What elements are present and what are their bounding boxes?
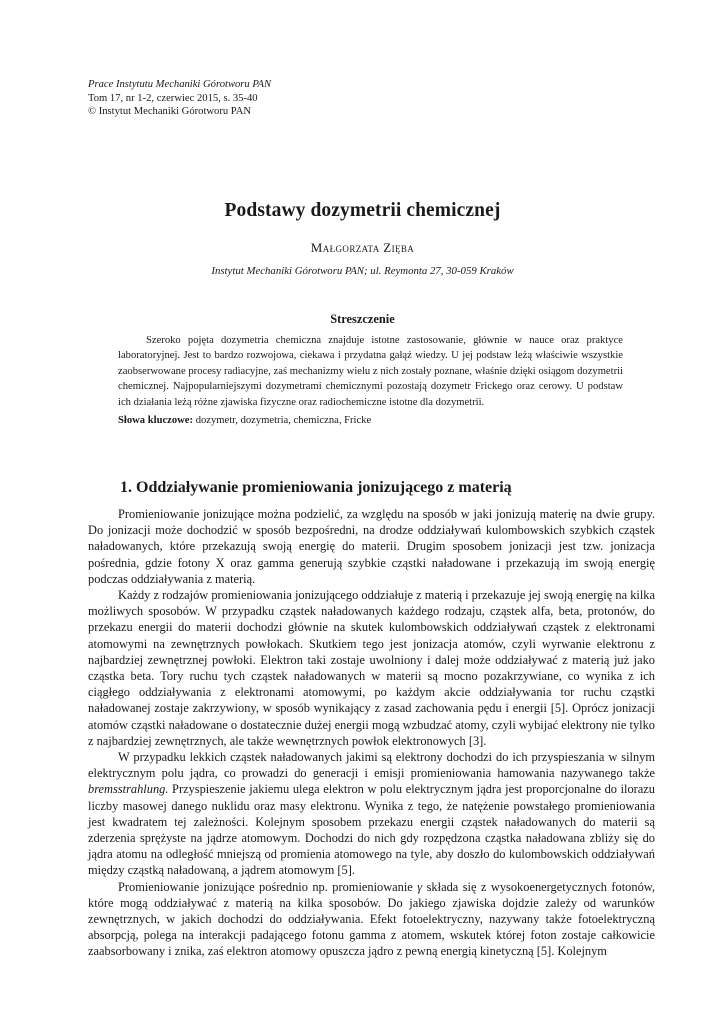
paper-affiliation: Instytut Mechaniki Górotworu PAN; ul. Reymonta 27, 30-059 Kraków — [211, 265, 514, 277]
section-body — [88, 506, 655, 960]
bremsstrahlung-term: bremsstrahlung. — [88, 782, 169, 797]
journal-issue: Tom 17, nr 1-2, czerwiec 2015, s. 35-40 — [88, 92, 258, 104]
paragraph-3 — [88, 749, 655, 879]
keywords — [118, 413, 623, 428]
abstract-text: Szeroko pojęta dozymetria chemiczna znajduje istotne zastosowanie, głównie w nauce oraz praktyce laboratoryjnej. Jest to bardzo rozwojowa, ciekawa i przydatna gałąź wiedzy. U jej podstaw leżą właściwie wszystkie zaobserwowane procesy radiacyjne, zaś mechanizmy wielu z nich zostały poznane, właśnie dzięki osiągom dozymetrii chemicznej. Najpopularniejszymi dozymetrami chemicznymi pozostają dozymetr Frickego oraz cerowy. U podstaw ich działania leżą różne zjawiska fizyczne oraz radiochemiczne istotne dla dozymetrii. — [118, 335, 623, 408]
paragraph-2: Każdy z rodzajów promieniowania jonizującego oddziałuje z materią i przekazuje jej swoją energię na kilka możliwych sposobów. W przypadku cząstek naładowanych każdego rodzaju, cząstek alfa, beta, protonów, do przekazu energii do materii dochodzi głównie na skutek kulombowskich oddziaływań cząstek z elektronami atomowymi na zewnętrznych powłokach. Skutkiem tego jest jonizacja atomów, czyli wyrwanie elektronu z najbardziej zewnętrznej powłoki. Elektron taki zostaje uwolniony i dalej może oddziaływać z materią już jako cząstka beta. Tory ruchu tych cząstek naładowanych w materii są mocno pozakrzywiane, co wynika z ich ciągłego oddziaływania z elektronami atomowymi, po każdym akcie oddziaływania tor ruchu cząstki naładowanej zostaje zakrzywiony, w sposób wynikający z zasad zachowania pędu i energii [5]. Oprócz jonizacji atomów cząstki naładowane o dostatecznie dużej energii mogą wzbudzać atomy, czyli wybijać elektrony nie tylko z najbardziej zewnętrznych, ale także wewnętrznych powłok elektronowych [3]. — [88, 588, 655, 748]
keywords-label: Słowa kluczowe: — [118, 415, 194, 426]
paragraph-1: Promieniowanie jonizujące można podzielić, za względu na sposób w jaki jonizują materię na dwie grupy. Do jonizacji może dochodzić w sposób bezpośredni, na drodze oddziaływań kulombowskich szybkich cząstek naładowanych, które przekazują swoją energię do materii. Drugim sposobem jonizacji jest tzw. jonizacja pośrednia, gdzie fotony X oraz gamma generują szybkie cząstki naładowane i przekazują im swoją energię podczas oddziaływania z materią. — [88, 507, 655, 586]
paragraph-4 — [88, 879, 655, 960]
keywords-value: dozymetr, dozymetria, chemiczna, Fricke — [195, 415, 372, 426]
paragraph-4-text-b: składa się z wysokoenergetycznych fotonów, które mogą oddziaływać z materią na kilka sposobów. Do jakiego zjawiska dojdzie zależy od warunków zewnętrznych, w jakich dochodzi do oddziaływania. Efekt fotoelektryczny, nazywany także fotoelektryczną absorpcją, polega na interakcji padającego fotonu gamma z atomem, wskutek której foton zostaje całkowicie zaabsorbowany i znika, zaś elektron atomowy opuszcza jądro z pewną energią kinetyczną [5]. Kolejnym — [88, 879, 655, 959]
journal-header — [88, 78, 508, 119]
journal-copyright: © Instytut Mechaniki Górotworu PAN — [88, 106, 252, 118]
paper-title: Podstawy dozymetrii chemicznej — [224, 200, 501, 221]
paragraph-4-text-a: Promieniowanie jonizujące pośrednio np. promieniowanie — [118, 879, 418, 894]
gamma-symbol: γ — [417, 879, 423, 894]
paper-author: Małgorzata Zięba — [310, 240, 415, 255]
paragraph-3-text-b: Przyspieszenie jakiemu ulega elektron w polu elektrycznym jądra jest proporcjonalne do ilorazu liczby masowej danego nuklidu oraz masy elektronu. Wynika z tego, że natężenie powstałego promieniowania jest kwadratem tej zależności. Kolejnym sposobem przekazu energii cząstek naładowanych do materii są zderzenia sprężyste na jądrze atomowym. Dochodzi do nich gdy rozpędzona cząstka naładowana zbliży się do jądra atomu na odległość mniejszą od promienia atomowego na tyle, aby doszło do kulombowskich oddziaływań między cząstką naładowaną, a jądrem atomowym [5]. — [88, 782, 655, 878]
abstract-heading: Streszczenie — [330, 312, 395, 326]
section-heading: 1. Oddziaływanie promieniowania jonizującego z materią — [120, 479, 512, 496]
journal-name: Prace Instytutu Mechaniki Górotworu PAN — [88, 79, 272, 90]
paragraph-3-text-a: W przypadku lekkich cząstek naładowanych jakimi są elektrony dochodzi do ich przyspieszania w silnym elektrycznym polu jądra, co prowadzi do generacji i emisji promieniowania hamowania nazywanego także — [88, 750, 655, 781]
